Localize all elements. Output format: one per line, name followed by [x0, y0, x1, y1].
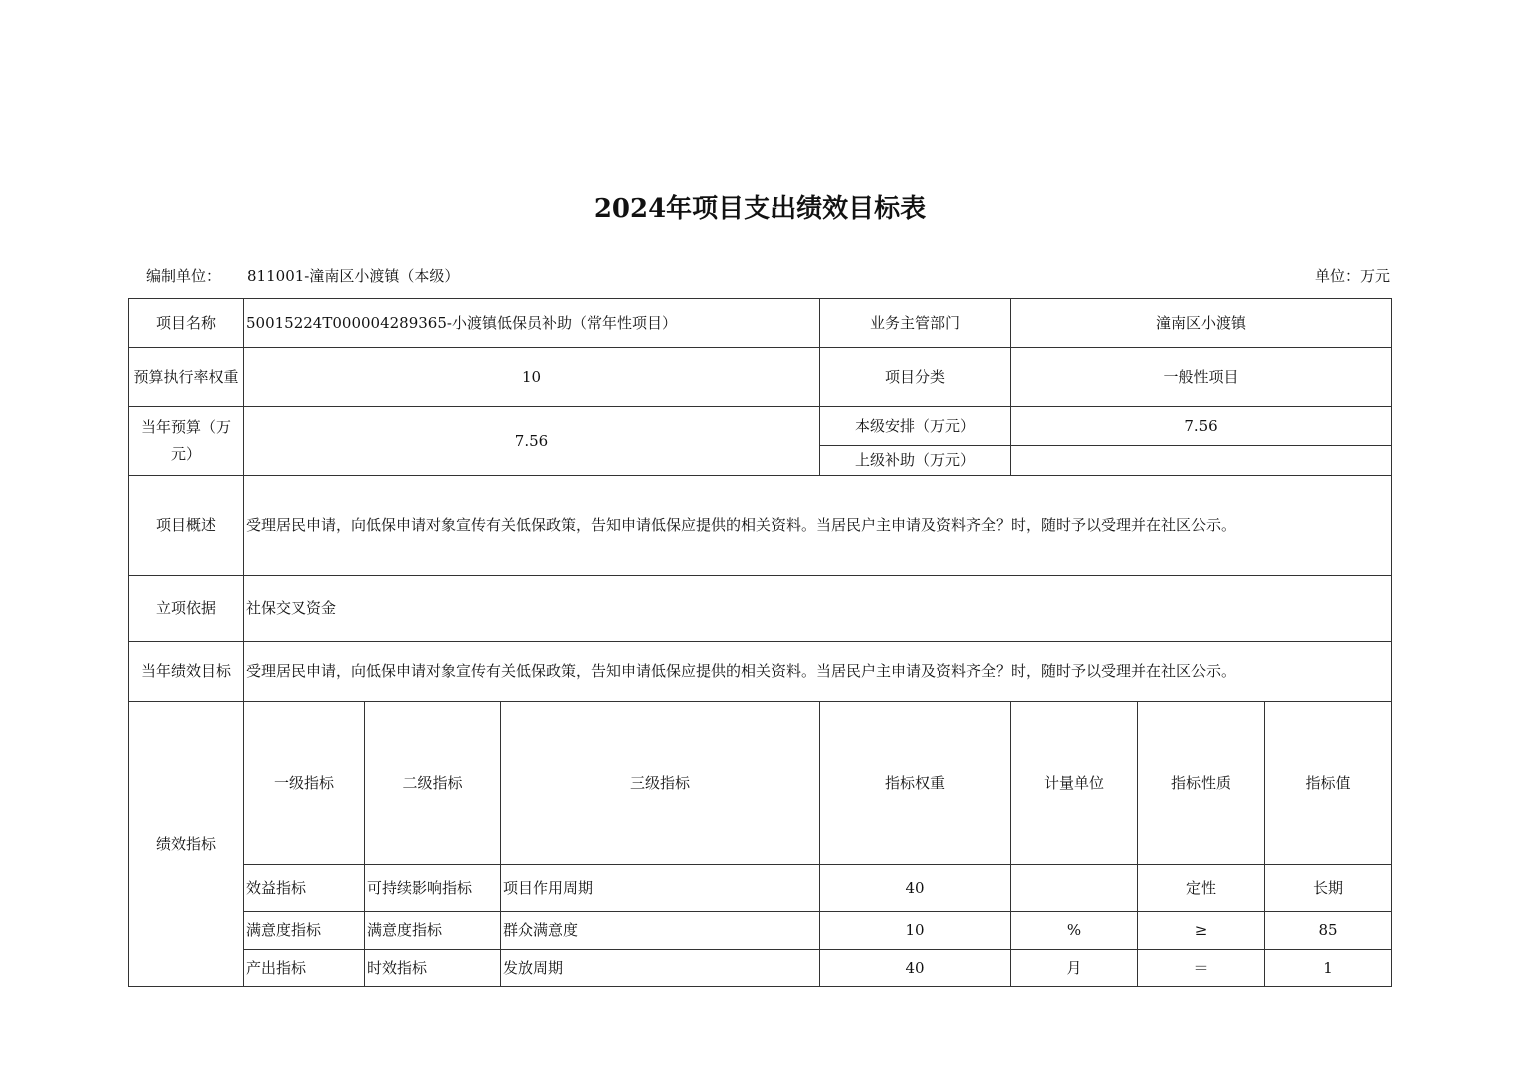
performance-table [128, 298, 1392, 987]
indicator-cell: 时效指标 [365, 950, 501, 987]
project-name-value: 50015224T000004289365-小渡镇低保员补助（常年性项目） [244, 299, 820, 348]
indicator-header: 三级指标 [501, 702, 820, 865]
indicators-label: 绩效指标 [129, 702, 244, 987]
category-label: 项目分类 [820, 348, 1011, 407]
indicator-cell: 满意度指标 [244, 912, 365, 950]
indicator-cell: 40 [820, 950, 1011, 987]
basis-value: 社保交叉资金 [244, 576, 1392, 642]
indicator-cell: 1 [1265, 950, 1392, 987]
upper-funding-value [1011, 446, 1392, 476]
indicator-header: 二级指标 [365, 702, 501, 865]
compiling-unit [146, 265, 459, 286]
indicator-row [129, 865, 1392, 912]
indicator-cell: 10 [820, 912, 1011, 950]
indicator-cell: 发放周期 [501, 950, 820, 987]
indicator-cell: ＝ [1138, 950, 1265, 987]
indicator-cell: 月 [1011, 950, 1138, 987]
indicator-header: 指标权重 [820, 702, 1011, 865]
indicator-cell: 产出指标 [244, 950, 365, 987]
indicator-header: 计量单位 [1011, 702, 1138, 865]
indicator-cell: 可持续影响指标 [365, 865, 501, 912]
indicator-cell: ≥ [1138, 912, 1265, 950]
indicator-header-row [129, 702, 1392, 865]
dept-value: 潼南区小渡镇 [1011, 299, 1392, 348]
goal-label: 当年绩效目标 [129, 642, 244, 702]
indicator-cell: 项目作用周期 [501, 865, 820, 912]
budget-label: 当年预算（万元） [129, 407, 244, 476]
local-funding-value: 7.56 [1011, 407, 1392, 446]
compiling-unit-value: 811001-潼南区小渡镇（本级） [247, 267, 460, 285]
goal-value: 受理居民申请，向低保申请对象宣传有关低保政策，告知申请低保应提供的相关资料。当居民户主申请及资料齐全？时，随时予以受理并在社区公示。 [244, 642, 1392, 702]
project-name-label: 项目名称 [129, 299, 244, 348]
indicator-header: 一级指标 [244, 702, 365, 865]
table-row [129, 576, 1392, 642]
table-row [129, 348, 1392, 407]
indicator-header: 指标性质 [1138, 702, 1265, 865]
indicator-cell: 满意度指标 [365, 912, 501, 950]
currency-unit: 单位：万元 [1314, 267, 1390, 285]
table-row [129, 476, 1392, 576]
weight-label: 预算执行率权重 [129, 348, 244, 407]
indicator-cell: % [1011, 912, 1138, 950]
weight-value: 10 [244, 348, 820, 407]
table-row [129, 299, 1392, 348]
indicator-cell: 长期 [1265, 865, 1392, 912]
category-value: 一般性项目 [1011, 348, 1392, 407]
upper-funding-label: 上级补助（万元） [820, 446, 1011, 476]
indicator-row [129, 950, 1392, 987]
indicator-cell: 效益指标 [244, 865, 365, 912]
basis-label: 立项依据 [129, 576, 244, 642]
compiling-unit-label: 编制单位： [146, 267, 222, 285]
overview-value: 受理居民申请，向低保申请对象宣传有关低保政策，告知申请低保应提供的相关资料。当居民户主申请及资料齐全？时，随时予以受理并在社区公示。 [244, 476, 1392, 576]
indicator-cell: 定性 [1138, 865, 1265, 912]
dept-label: 业务主管部门 [820, 299, 1011, 348]
indicator-cell: 40 [820, 865, 1011, 912]
indicator-row [129, 912, 1392, 950]
overview-label: 项目概述 [129, 476, 244, 576]
indicator-cell: 85 [1265, 912, 1392, 950]
indicator-cell [1011, 865, 1138, 912]
page-title: 2024年项目支出绩效目标表 [593, 194, 927, 224]
indicator-header: 指标值 [1265, 702, 1392, 865]
table-row [129, 642, 1392, 702]
local-funding-label: 本级安排（万元） [820, 407, 1011, 446]
indicator-cell: 群众满意度 [501, 912, 820, 950]
table-row [129, 407, 1392, 446]
budget-value: 7.56 [244, 407, 820, 476]
